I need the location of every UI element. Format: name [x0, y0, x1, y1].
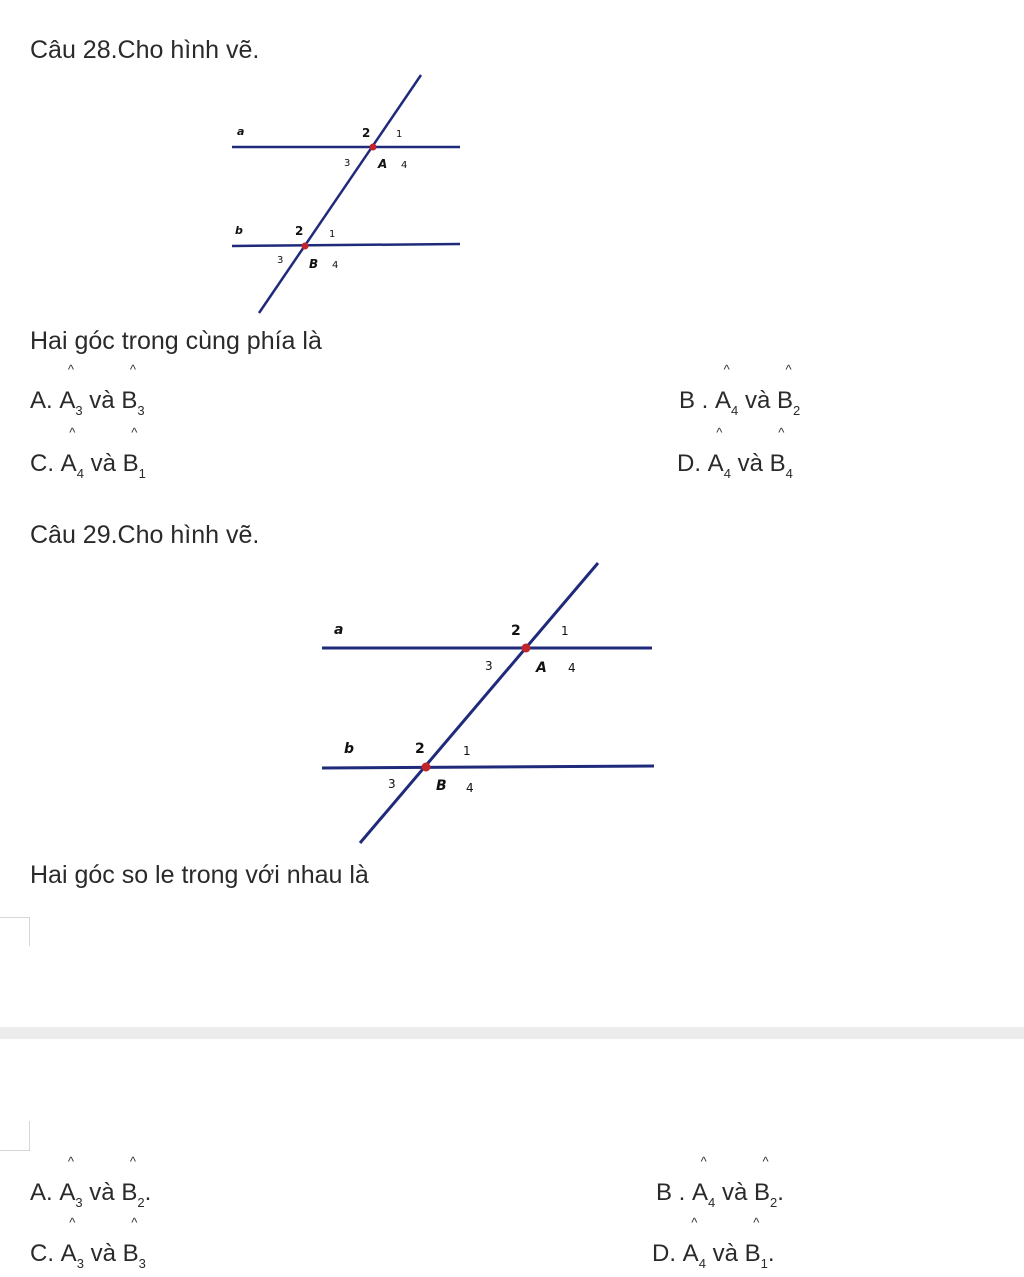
- q29-point-A: [522, 644, 531, 653]
- q29-angle-a1: 1: [561, 624, 569, 638]
- q28-label-a: a: [237, 125, 245, 138]
- angle-first: ^ $A_3$: [60, 1215, 84, 1271]
- q28-title: Câu 28.Cho hình vẽ.: [30, 36, 260, 64]
- q29-angle-a3: 3: [485, 659, 493, 673]
- option-letter: B .: [679, 387, 709, 414]
- q29-angle-b4: 4: [466, 781, 474, 795]
- option-letter: A.: [30, 1179, 53, 1206]
- angle-second: ^ $B_3$: [121, 362, 145, 418]
- q29-line-b: [322, 766, 654, 768]
- q28-angle-a4: 4: [401, 160, 408, 171]
- q28-point-A: [370, 144, 377, 151]
- q28-option-B[interactable]: [679, 362, 801, 418]
- q28-line-b: [232, 244, 460, 246]
- q28-option-D[interactable]: [677, 425, 793, 481]
- angle-first: ^ $A_4$: [60, 425, 84, 481]
- option-letter: D.: [677, 450, 701, 477]
- q28-option-C[interactable]: [30, 425, 146, 481]
- angle-second: ^ $B_4$: [769, 425, 793, 481]
- angle-first: ^ $A_3$: [59, 362, 83, 418]
- q28-angle-a3: 3: [344, 158, 351, 169]
- option-letter: C.: [30, 450, 54, 477]
- q29-stem: Hai góc so le trong với nhau là: [30, 861, 369, 889]
- q29-angle-a2: 2: [511, 623, 521, 639]
- option-conjunction: và: [89, 1179, 115, 1206]
- option-letter: D.: [652, 1240, 676, 1267]
- angle-second: ^ $B_1$: [744, 1215, 768, 1271]
- q29-label-B: B: [436, 778, 447, 794]
- q28-angle-a2: 2: [362, 126, 371, 140]
- q29-option-A[interactable]: A. ^ $A_3$ và ^ $B_2$.: [30, 1154, 152, 1210]
- q29-option-B[interactable]: B . ^ $A_4$ và ^ $B_2$.: [656, 1154, 784, 1210]
- q29-label-b: b: [344, 741, 355, 757]
- q28-transversal: [259, 75, 421, 313]
- q28-option-A[interactable]: [30, 362, 145, 418]
- angle-first: ^ $A_4$: [692, 1154, 716, 1210]
- q28-angle-a1: 1: [396, 129, 403, 140]
- option-conjunction: và: [89, 387, 115, 414]
- q29-label-a: a: [334, 622, 344, 638]
- frame-corner-top: [0, 917, 30, 946]
- frame-corner-bottom: [0, 1121, 30, 1151]
- angle-first: ^ $A_4$: [707, 425, 731, 481]
- angle-first: ^ $A_3$: [59, 1154, 83, 1210]
- option-conjunction: và: [90, 450, 116, 477]
- q29-option-D[interactable]: D. ^ $A_4$ và ^ $B_1$.: [652, 1215, 775, 1271]
- angle-second: ^ $B_2$: [776, 362, 801, 418]
- option-conjunction: và: [737, 450, 763, 477]
- q28-angle-b4: 4: [332, 260, 339, 271]
- angle-second: ^ $B_2$: [753, 1154, 778, 1210]
- q29-angle-b3: 3: [388, 777, 396, 791]
- q29-option-C[interactable]: [30, 1215, 146, 1271]
- q28-figure: [220, 66, 480, 326]
- option-conjunction: và: [90, 1240, 116, 1267]
- angle-first: ^ $A_4$: [682, 1215, 706, 1271]
- q28-angle-b2: 2: [295, 224, 304, 238]
- option-conjunction: và: [712, 1240, 738, 1267]
- q29-point-B: [422, 763, 431, 772]
- q28-label-B: B: [309, 257, 319, 271]
- angle-second: ^ $B_2$: [121, 1154, 145, 1210]
- option-letter: C.: [30, 1240, 54, 1267]
- option-conjunction: và: [744, 387, 771, 414]
- q29-angle-a4: 4: [568, 661, 576, 675]
- angle-second: ^ $B_1$: [122, 425, 146, 481]
- option-conjunction: và: [721, 1179, 748, 1206]
- q29-angle-b2: 2: [415, 741, 425, 757]
- angle-first: ^ $A_4$: [715, 362, 739, 418]
- option-letter: A.: [30, 387, 53, 414]
- option-letter: B .: [656, 1179, 686, 1206]
- q28-stem: Hai góc trong cùng phía là: [30, 327, 322, 355]
- q28-point-B: [302, 243, 309, 250]
- q29-title: Câu 29.Cho hình vẽ.: [30, 521, 260, 549]
- q29-label-A: A: [536, 660, 547, 676]
- angle-second: ^ $B_3$: [122, 1215, 146, 1271]
- q28-label-b: b: [235, 224, 243, 237]
- page-divider: [0, 1027, 1024, 1039]
- q29-figure: [310, 552, 670, 852]
- q28-angle-b1: 1: [329, 229, 336, 240]
- q28-label-A: A: [378, 157, 388, 171]
- q29-angle-b1: 1: [463, 744, 471, 758]
- q29-transversal: [360, 563, 598, 843]
- q28-angle-b3: 3: [277, 255, 284, 266]
